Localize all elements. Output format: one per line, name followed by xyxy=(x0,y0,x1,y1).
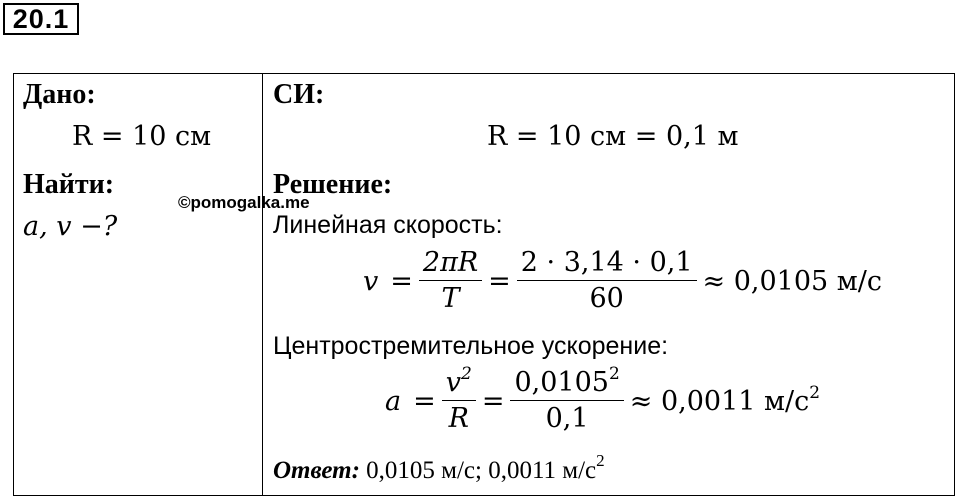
v-lhs: v xyxy=(363,266,379,297)
si-header: СИ: xyxy=(273,79,325,110)
given-header: Дано: xyxy=(23,79,96,110)
solution-header: Решение: xyxy=(273,169,393,200)
acceleration-formula: a = $\frac{v^2}{R}$ = $\frac{0,0105^2}{0,1}$ ≈ 0,0011 $м/с^2$ xyxy=(379,366,826,437)
v-num-symbolic: 2πR xyxy=(419,246,482,281)
solution-table xyxy=(13,73,955,496)
a-den-symbolic: R xyxy=(448,403,469,434)
answer-text: 0,0105 м/с; 0,0011 м/с xyxy=(359,457,597,484)
a-fraction-symbolic xyxy=(442,366,476,437)
a-num-symbolic: $v^2$ xyxy=(442,366,476,401)
a-den-numeric: 0,1 xyxy=(545,403,589,434)
v-den-numeric: 60 xyxy=(589,283,624,314)
a-fraction-numeric xyxy=(510,366,623,437)
answer-exp: 2 xyxy=(596,451,605,470)
find-header: Найти: xyxy=(23,169,115,200)
v-fraction-numeric xyxy=(517,246,697,317)
si-value: R = 10 см = 0,1 м xyxy=(487,121,739,152)
given-value: R = 10 см xyxy=(72,121,212,152)
find-value: a, v −? xyxy=(23,211,118,242)
watermark: ©pomogalka.me xyxy=(178,193,310,212)
linear-speed-label: Линейная скорость: xyxy=(273,211,503,239)
centripetal-label: Центростремительное ускорение: xyxy=(273,332,669,360)
velocity-formula: v = $\frac{2\pi R}{T}$ = $\frac{2 \cdot 3,14 \cdot 0,1}{60}$ ≈ 0,0105 м/с xyxy=(357,246,888,317)
a-num-numeric: 0,0105$^2$ xyxy=(510,366,623,401)
answer-line xyxy=(273,451,605,486)
a-lhs: a xyxy=(385,386,402,417)
v-num-numeric: 2 · 3,14 · 0,1 xyxy=(517,246,697,281)
problem-number: 20.1 xyxy=(3,3,79,35)
answer-label: Ответ: xyxy=(273,457,360,484)
a-result: ≈ 0,0011 $м/с^2$ xyxy=(629,383,821,417)
v-den-symbolic: T xyxy=(441,283,460,314)
column-divider xyxy=(262,74,263,495)
v-result: ≈ 0,0105 м/с xyxy=(702,266,882,297)
v-fraction-symbolic xyxy=(419,246,482,317)
